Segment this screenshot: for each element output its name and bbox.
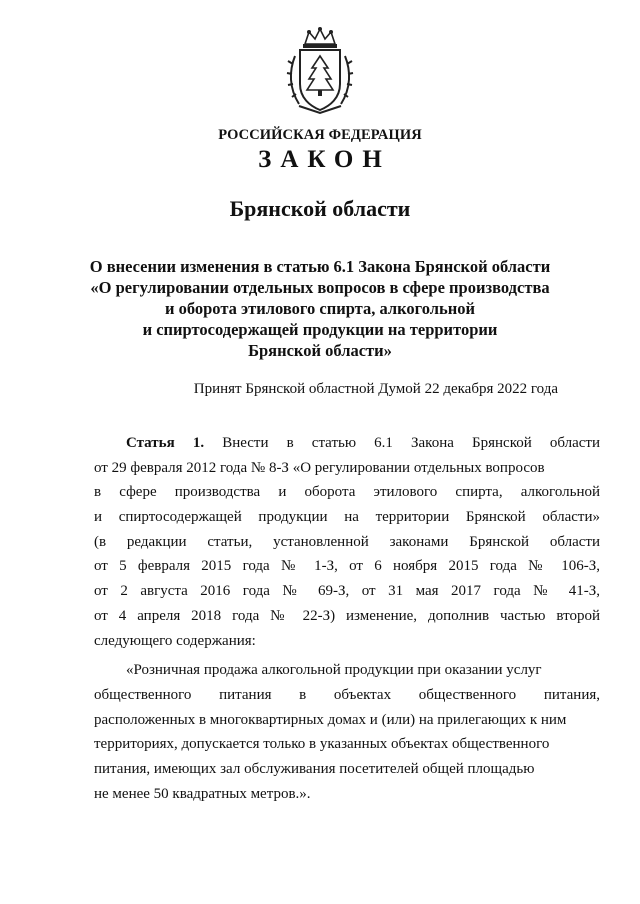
quote-line: «Розничная продажа алкогольной продукции при оказании услуг <box>126 662 542 679</box>
article-line: следующего содержания: <box>94 632 256 649</box>
article-body <box>94 431 600 806</box>
title-line: и спиртосодержащей продукции на территории <box>142 320 498 339</box>
article-line: и спиртосодержащей продукции на территории Брянской области» <box>94 509 600 526</box>
quote-line: питания, имеющих зал обслуживания посетителей общей площадью <box>94 760 535 777</box>
title-line: и оборота этилового спирта, алкогольной <box>164 299 476 318</box>
article-line: в сфере производства и оборота этилового спирта, алкогольной <box>94 484 600 501</box>
article-line: от 2 августа 2016 года № 69-З, от 31 мая 2017 года № 41-З, <box>94 583 600 600</box>
article-line: от 4 апреля 2018 года № 22-З) изменение, дополнив частью второй <box>94 607 600 624</box>
region-heading: Брянской области <box>229 196 411 221</box>
title-line: О внесении изменения в статью 6.1 Закона Брянской области <box>89 257 551 276</box>
article-label: Статья 1. <box>126 435 205 451</box>
article-line: (в редакции статьи, установленной законами Брянской области <box>94 533 600 550</box>
article-line: от 29 февраля 2012 года № 8-З «О регулировании отдельных вопросов <box>94 459 545 476</box>
article-text: Внести в статью 6.1 Закона Брянской области <box>222 435 600 451</box>
adoption-note: Принят Брянской областной Думой 22 декабря 2022 года <box>193 381 558 397</box>
law-heading: ЗАКОН <box>258 146 391 173</box>
article-line: от 5 февраля 2015 года № 1-З, от 6 ноября 2015 года № 106-З, <box>94 558 600 575</box>
title-line: Брянской области» <box>248 341 392 360</box>
article-first-line <box>94 431 600 456</box>
document-title <box>70 256 570 361</box>
quote-line: общественного питания в объектах общественного питания, <box>94 686 600 703</box>
title-line: «О регулировании отдельных вопросов в сфере производства <box>90 278 550 297</box>
quote-line: не менее 50 квадратных метров.». <box>94 785 311 802</box>
quote-line: территориях, допускается только в указанных объектах общественного <box>94 736 550 753</box>
federation-heading: РОССИЙСКАЯ ФЕДЕРАЦИЯ <box>218 127 422 143</box>
coat-of-arms-icon <box>285 26 355 116</box>
quote-line: расположенных в многоквартирных домах и (или) на прилегающих к ним <box>94 711 567 728</box>
